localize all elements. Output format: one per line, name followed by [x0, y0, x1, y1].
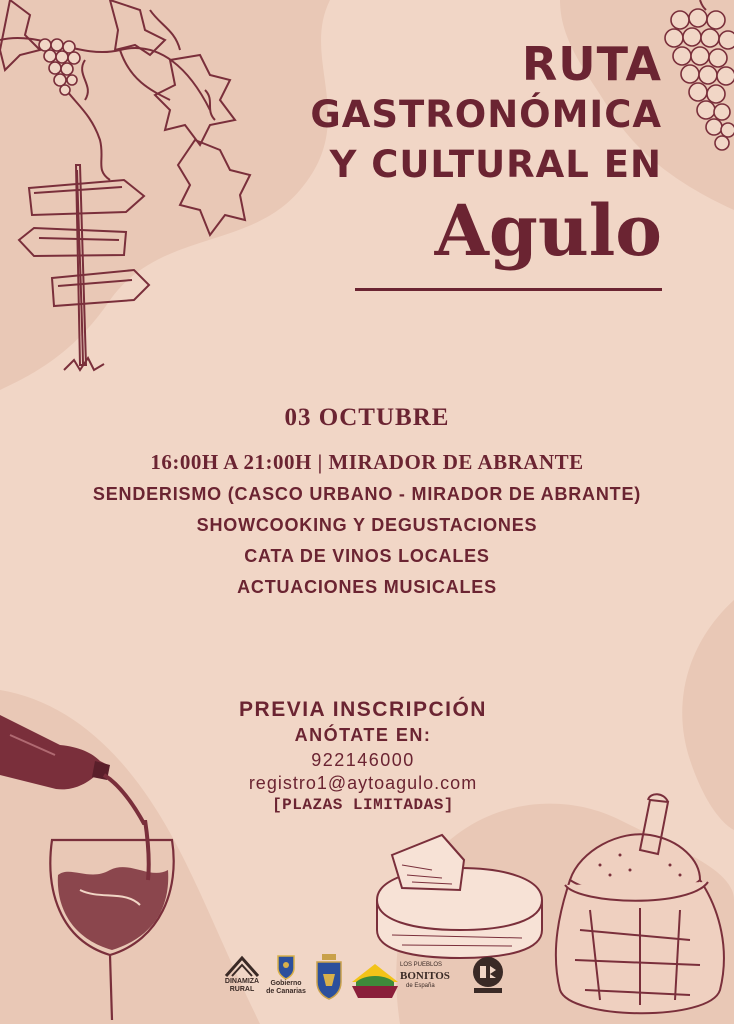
grain-sack-illustration: [540, 790, 734, 1024]
event-date: 03 OCTUBRE: [284, 404, 450, 431]
dinamiza-line1: DINAMIZA: [224, 978, 260, 985]
pueblos-line2: BONITOS: [400, 970, 450, 982]
dinamiza-rural-logo: [222, 952, 262, 994]
agulo-coat-of-arms-logo: [314, 952, 344, 1000]
pueblos-line1: LOS PUEBLOS: [400, 962, 443, 968]
dinamiza-line2: RURAL: [229, 986, 255, 993]
gobierno-line1: Gobierno: [270, 980, 302, 987]
gobierno-line2: de Canarias: [266, 988, 306, 995]
pueblos-line3: de España: [406, 983, 435, 989]
registration-heading: PREVIA INSCRIPCIÓN: [239, 698, 487, 721]
title-line-gastronomica: GASTRONÓMICA: [310, 93, 662, 136]
sponsor-logos: [222, 952, 522, 1012]
title-line-agulo: Agulo: [434, 189, 662, 272]
poster-title: [310, 38, 662, 272]
registration-phone[interactable]: 922146000: [311, 750, 415, 770]
cb-logo: [468, 952, 508, 996]
activity-item: ACTUACIONES MUSICALES: [237, 577, 497, 597]
gobierno-canarias-logo: [262, 952, 310, 996]
title-divider: [355, 288, 662, 291]
cheese-illustration: [372, 830, 547, 960]
registration-subheading: ANÓTATE EN:: [294, 725, 432, 745]
wine-glass-illustration: [40, 820, 200, 1024]
registration-note: [PLAZAS LIMITADAS]: [272, 796, 454, 814]
wine-bottle-illustration: [0, 705, 180, 825]
activity-item: CATA DE VINOS LOCALES: [244, 546, 490, 566]
title-line-ruta: RUTA: [521, 37, 662, 91]
grapes-illustration: [660, 0, 734, 160]
signpost-illustration: [14, 160, 154, 385]
event-time-place: 16:00H A 21:00H | MIRADOR DE ABRANTE: [150, 450, 584, 474]
activity-item: SHOWCOOKING Y DEGUSTACIONES: [196, 515, 538, 535]
registration-email[interactable]: registro1@aytoagulo.com: [248, 773, 478, 793]
activity-item: SENDERISMO (CASCO URBANO - MIRADOR DE ABRANTE): [92, 484, 642, 504]
title-line-cultural: Y CULTURAL EN: [329, 143, 662, 186]
